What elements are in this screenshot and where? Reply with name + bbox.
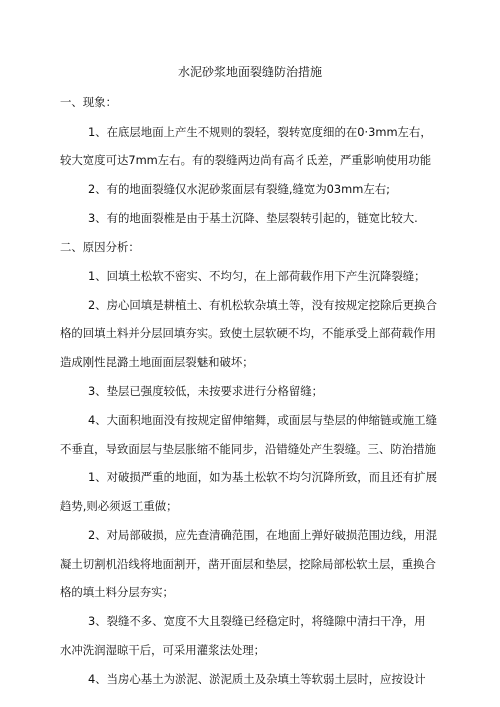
- document-title: 水泥砂浆地面裂缝防治措施: [177, 65, 322, 79]
- paragraph-line: 3、有的地面裂椎是由于基土沉降、垫层裂转引起的，链宽比较大.: [88, 211, 418, 225]
- paragraph-line: 较大宽度可达7mm左右。有的裂缝两边尚有高彳氐差，严重影响使用功能: [60, 153, 432, 167]
- section-heading-phenomenon: 一、现象：: [60, 95, 117, 109]
- paragraph-line: 格的回填土料并分层回填夯实。致使土层软硬不均，不能承受上部荷载作用: [60, 326, 436, 340]
- paragraph-line: 1、回填土松软不密实、不均匀，在上部荷载作用下产生沉降裂缝；: [88, 269, 426, 283]
- paragraph-line: 凝土切割机沿线将地面割开，凿开面层和垫层，挖除局部松软土层，重换合: [60, 557, 436, 571]
- paragraph-line: 3、裂缝不多、宽度不大且裂缝已经稳定时，将缝隙中清扫干净，用: [88, 614, 426, 628]
- paragraph-line: 1、对破损严重的地面，如为基土松软不均匀沉降所致，而且还有扩展: [88, 470, 437, 484]
- paragraph-line: 2、房心回填是耕植土、有机松软杂填土等，没有按规定挖除后更换合: [88, 298, 437, 312]
- paragraph-line: 2、对局部破损，应先查清确范围，在地面上弹好破损范围边线，用混: [88, 528, 437, 542]
- section-heading-cause-analysis: 二、原因分析：: [60, 240, 140, 254]
- paragraph-line: 4、当房心基土为淤泥、淤泥质土及杂填土等软弱土层时，应按设计: [88, 672, 426, 686]
- paragraph-line: 水冲洗润湿晾干后，可采用灌浆法处理；: [60, 643, 266, 657]
- paragraph-line: 3、垫层已强度较低，未按要求进行分格留缝；: [88, 384, 324, 398]
- paragraph-line: 不垂直，导致面层与垫层胀缩不能同步，沿错缝处产生裂缝。三、防治措施: [60, 442, 436, 456]
- paragraph-line: 4、大面积地面没有按规定留伸缩舞，或面层与垫层的伸缩链或施工缝: [88, 413, 437, 427]
- paragraph-line: 格的填土料分层夯实；: [60, 585, 174, 599]
- paragraph-line: 造成刚性昆潞土地面面层裂魅和破坏；: [60, 355, 254, 369]
- paragraph-line: 2、有的地面裂缝仅水泥砂浆面层有裂缝,缝宽为03mm左右;: [88, 182, 390, 196]
- paragraph-line: 趋势,则必须返工重做；: [60, 499, 178, 513]
- paragraph-line: 1、在底层地面上产生不规则的裂轻，裂转宽度细的在0·3mm左右，: [88, 125, 432, 139]
